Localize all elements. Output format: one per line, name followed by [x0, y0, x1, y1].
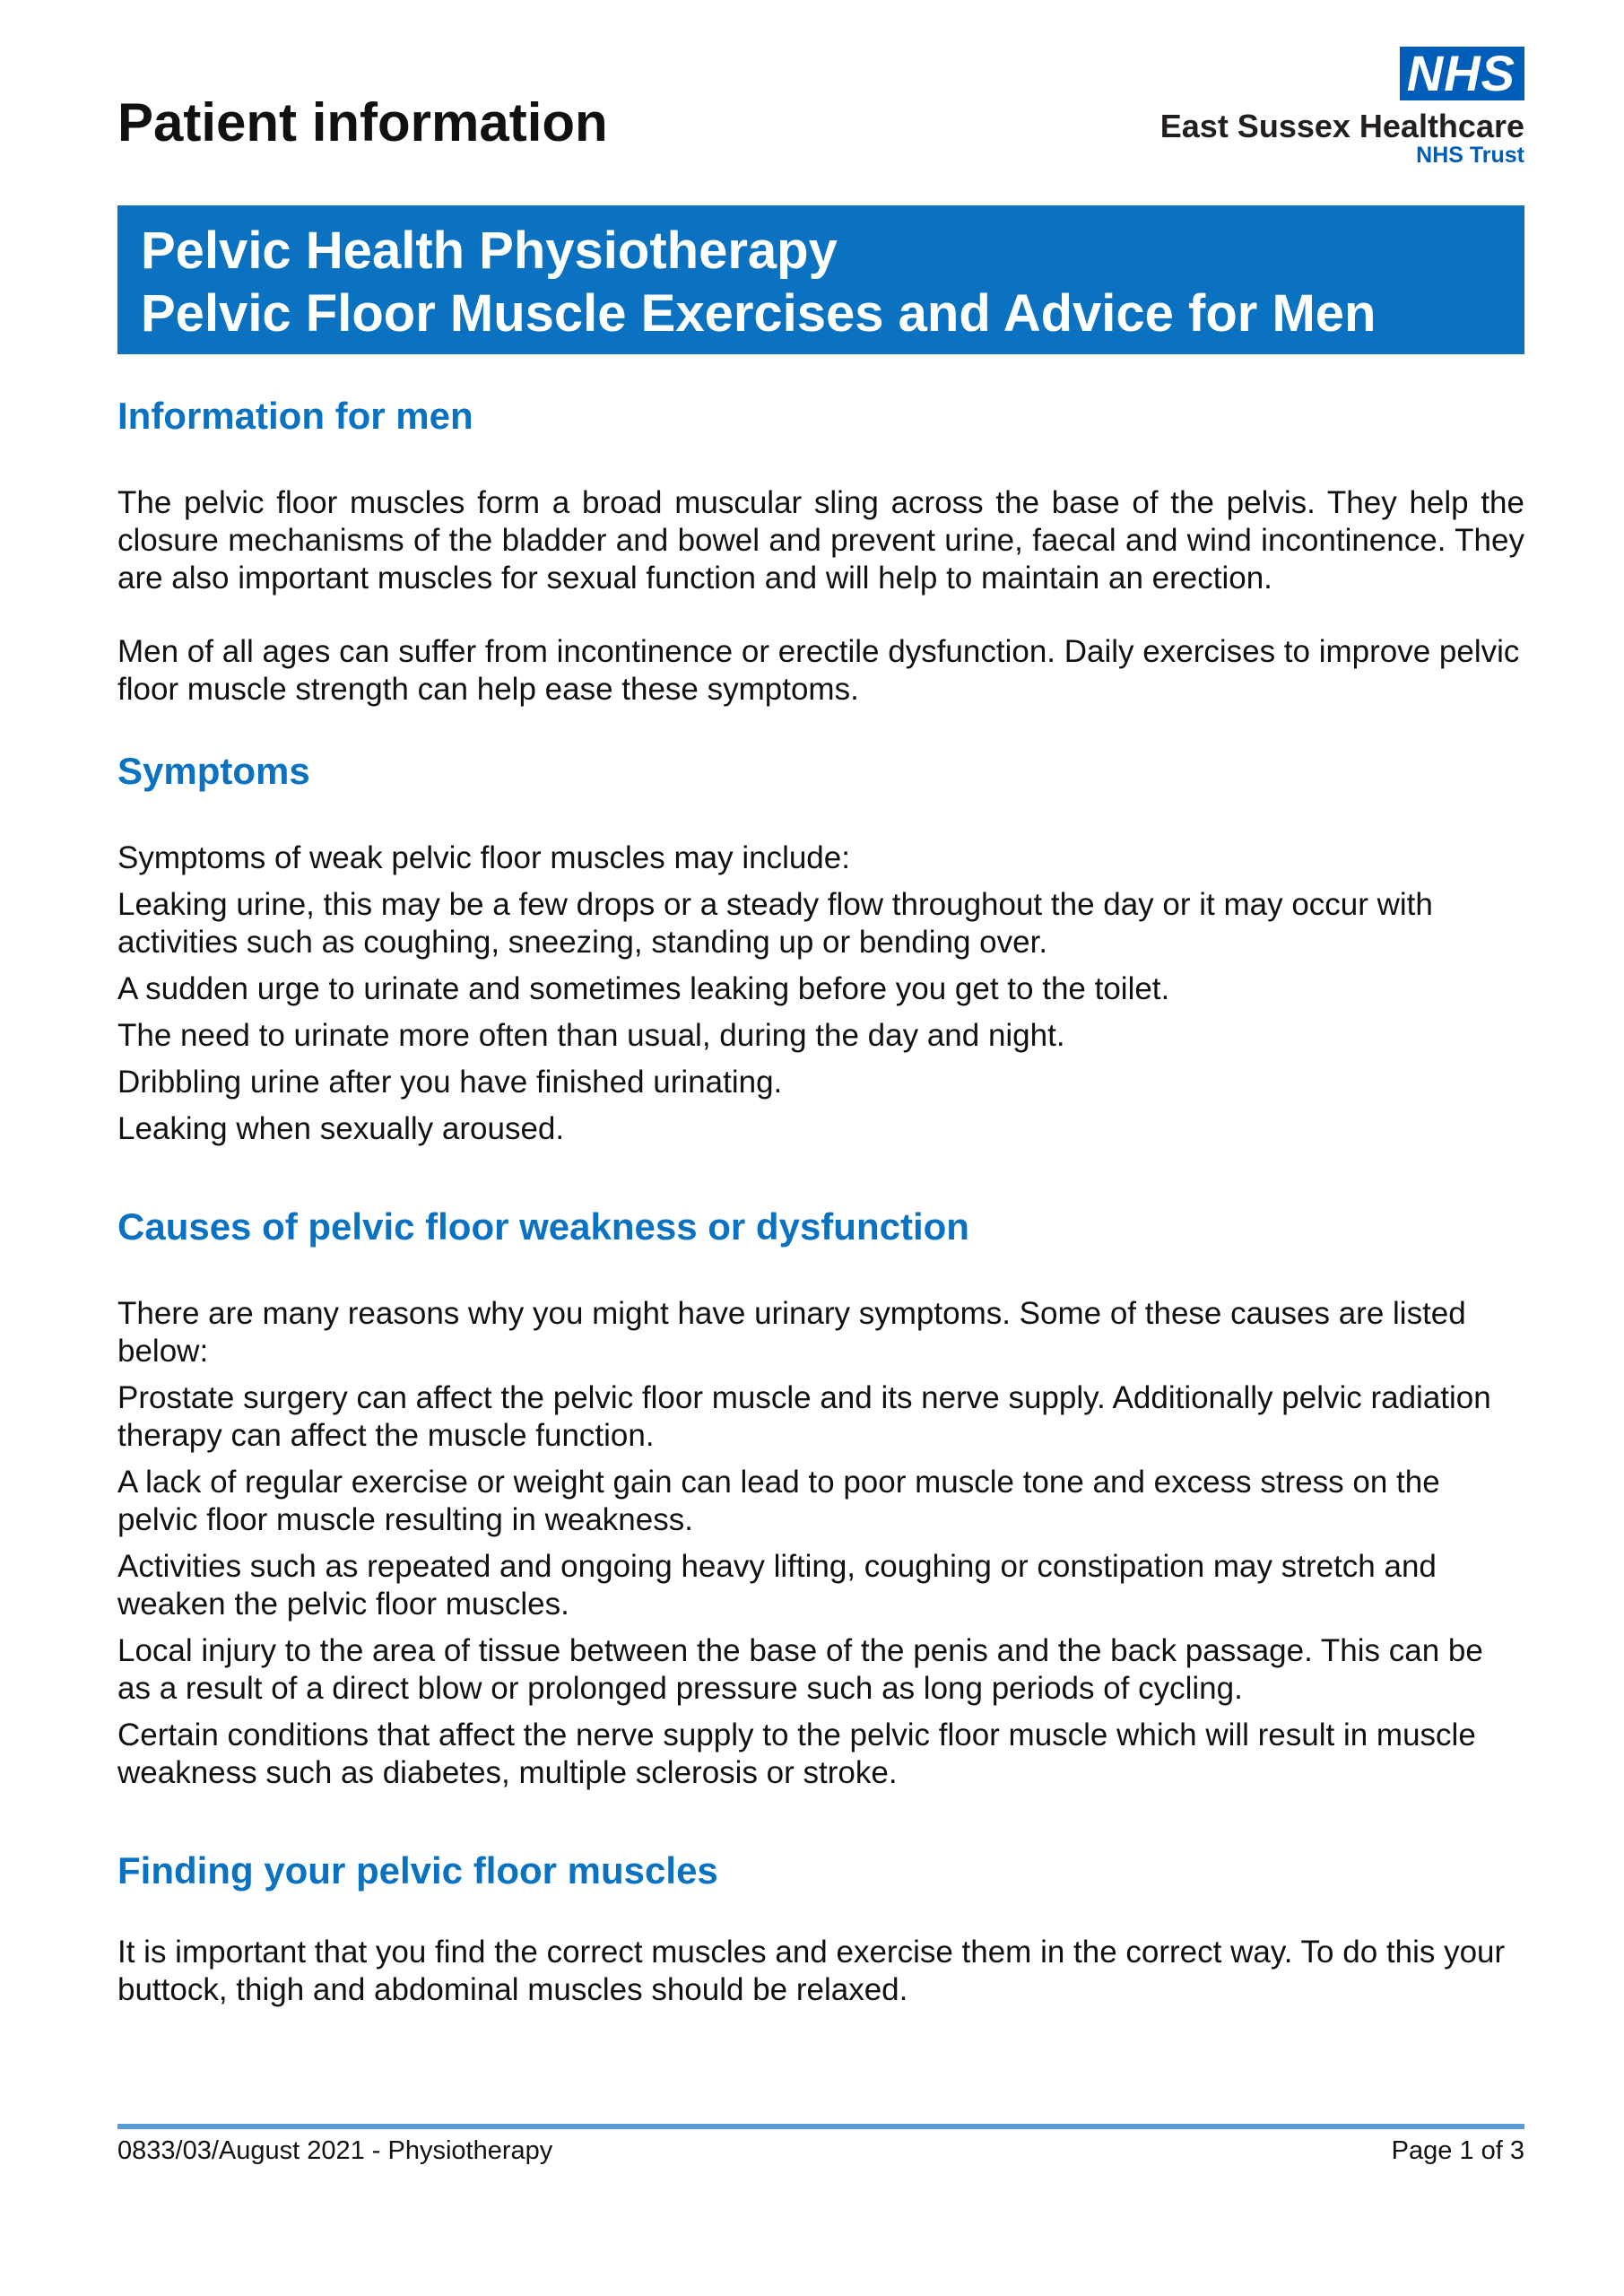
trust-subtitle: NHS Trust	[1416, 142, 1524, 168]
spacer	[117, 709, 1524, 744]
spacer	[117, 1254, 1524, 1295]
spacer	[117, 798, 1524, 839]
title-banner	[117, 205, 1524, 354]
nhs-logo: NHS	[1400, 47, 1524, 100]
heading-information-for-men: Information for men	[117, 395, 473, 437]
heading-symptoms: Symptoms	[117, 750, 310, 792]
footer-document-reference: 0833/03/August 2021 - Physiotherapy	[117, 2136, 553, 2165]
spacer	[117, 1898, 1524, 1934]
list-item: Local injury to the area of tissue between the base of the penis and the back passage. This can be as a result of a direct blow or prolonged pressure such as long periods of cycling.	[117, 1633, 1483, 1706]
document-body	[117, 389, 1524, 2009]
page-title: Patient information	[117, 92, 608, 152]
footer-divider	[117, 2124, 1524, 2129]
symptoms-intro: Symptoms of weak pelvic floor muscles may include:	[117, 840, 850, 875]
list-item: Leaking urine, this may be a few drops or a steady flow throughout the day or it may occur with activities such as coughing, sneezing, standing up or bending over.	[117, 887, 1433, 960]
list-item: Certain conditions that affect the nerve supply to the pelvic floor muscle which will result in muscle weakness such as diabetes, multiple sclerosis or stroke.	[117, 1718, 1476, 1790]
list-item: Dribbling urine after you have finished urinating.	[117, 1065, 783, 1100]
heading-causes: Causes of pelvic floor weakness or dysfunction	[117, 1205, 969, 1248]
spacer	[117, 1792, 1524, 1844]
list-item: Prostate surgery can affect the pelvic floor muscle and its nerve supply. Additionally pelvic radiation therapy can affect the muscle function.	[117, 1380, 1491, 1453]
banner-title-line-1: Pelvic Health Physiotherapy	[141, 222, 838, 280]
causes-intro: There are many reasons why you might have urinary symptoms. Some of these causes are listed below:	[117, 1296, 1466, 1369]
list-item: A lack of regular exercise or weight gain can lead to poor muscle tone and excess stress on the pelvic floor muscle resulting in weakness.	[117, 1465, 1440, 1537]
nhs-trust-logo	[1160, 47, 1524, 168]
list-item: Leaking when sexually aroused.	[117, 1111, 565, 1146]
spacer	[117, 1148, 1524, 1200]
list-item: The need to urinate more often than usual, during the day and night.	[117, 1018, 1065, 1053]
spacer	[117, 597, 1524, 633]
banner-title-line-2: Pelvic Floor Muscle Exercises and Advice for Men	[141, 284, 1376, 343]
list-item: A sudden urge to urinate and sometimes leaking before you get to the toilet.	[117, 971, 1170, 1006]
paragraph-finding-muscles: It is important that you find the correct muscles and exercise them in the correct way. To do this your buttock, thigh and abdominal muscles should be relaxed.	[117, 1935, 1506, 2007]
trust-name: East Sussex Healthcare	[1159, 108, 1524, 144]
paragraph-all-ages: Men of all ages can suffer from incontinence or erectile dysfunction. Daily exercises to improve pelvic floor muscle strength can help ease these symptoms.	[117, 634, 1520, 707]
list-item: Activities such as repeated and ongoing heavy lifting, coughing or constipation may stretch and weaken the pelvic floor muscles.	[117, 1549, 1437, 1622]
footer-page-number: Page 1 of 3	[1391, 2136, 1524, 2165]
paragraph-pelvic-floor-intro: The pelvic floor muscles form a broad muscular sling across the base of the pelvis. They help the closure mechanisms of the bladder and bowel and prevent urine, faecal and wind incontinence. They are also important muscles for sexual function and will help to maintain an erection.	[117, 485, 1524, 596]
heading-finding-muscles: Finding your pelvic floor muscles	[117, 1849, 718, 1892]
spacer	[117, 443, 1524, 484]
